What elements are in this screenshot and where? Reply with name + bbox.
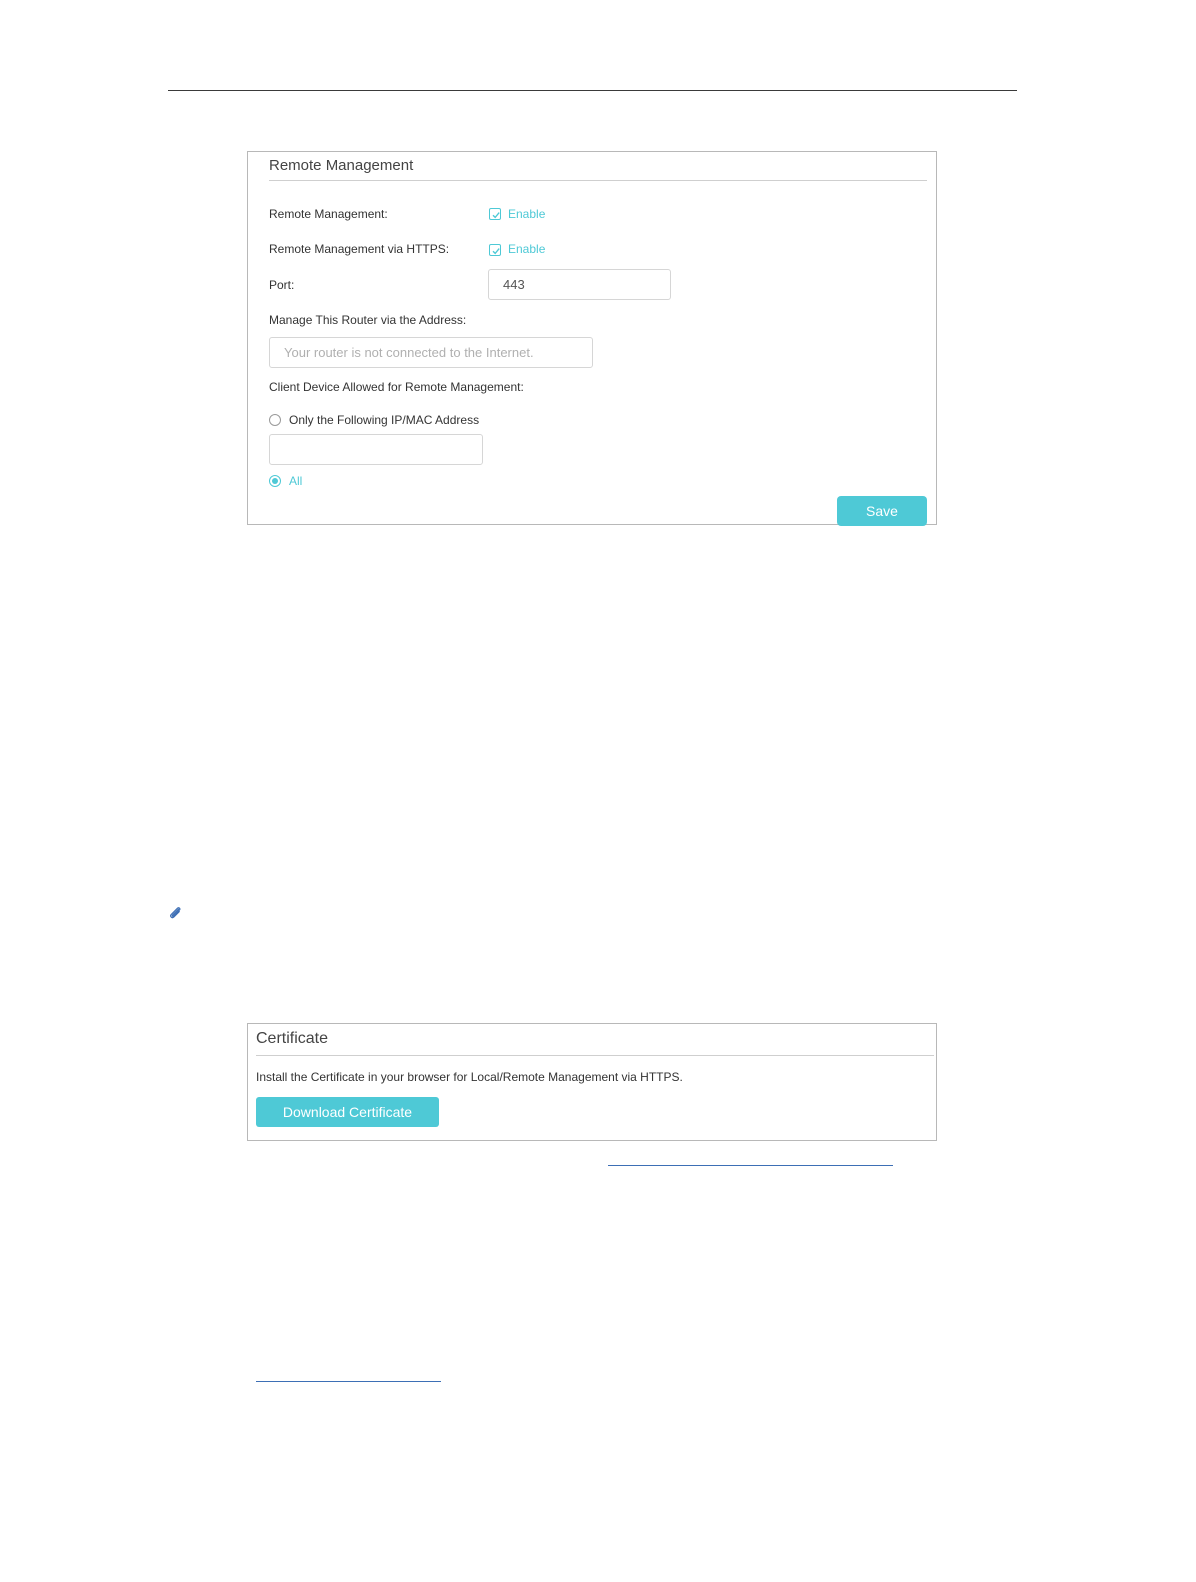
- remote-management-panel: [247, 151, 937, 525]
- https-label: Remote Management via HTTPS:: [269, 242, 450, 256]
- checkmark-icon: [491, 210, 501, 220]
- paperclip-icon: [167, 905, 183, 921]
- checkmark-icon: [491, 246, 501, 256]
- hyperlink-underline[interactable]: [256, 1381, 441, 1382]
- ipmac-radio[interactable]: [269, 414, 281, 426]
- ipmac-input[interactable]: [269, 434, 483, 465]
- certificate-panel: [247, 1023, 937, 1141]
- all-option-label[interactable]: All: [289, 474, 303, 488]
- save-button[interactable]: Save: [837, 496, 927, 526]
- port-label: Port:: [269, 278, 295, 292]
- https-enable-label[interactable]: Enable: [508, 242, 546, 256]
- hyperlink-underline[interactable]: [608, 1165, 893, 1166]
- ipmac-option-label[interactable]: Only the Following IP/MAC Address: [289, 413, 480, 427]
- panel-title: Remote Management: [269, 157, 414, 174]
- remote-management-enable-label[interactable]: Enable: [508, 207, 546, 221]
- remote-management-checkbox[interactable]: [489, 208, 501, 220]
- page-header-rule: [168, 90, 1017, 91]
- address-input[interactable]: [269, 337, 593, 368]
- title-divider: [269, 180, 927, 181]
- certificate-title: Certificate: [256, 1030, 329, 1047]
- certificate-divider: [256, 1055, 934, 1056]
- port-input[interactable]: [488, 269, 671, 300]
- certificate-description: Install the Certificate in your browser for Local/Remote Management via HTTPS.: [256, 1070, 683, 1084]
- remote-management-label: Remote Management:: [269, 207, 388, 221]
- client-device-label: Client Device Allowed for Remote Management:: [269, 380, 524, 394]
- download-certificate-button[interactable]: Download Certificate: [256, 1097, 439, 1127]
- all-radio[interactable]: [269, 475, 281, 487]
- address-label: Manage This Router via the Address:: [269, 313, 467, 327]
- https-checkbox[interactable]: [489, 244, 501, 256]
